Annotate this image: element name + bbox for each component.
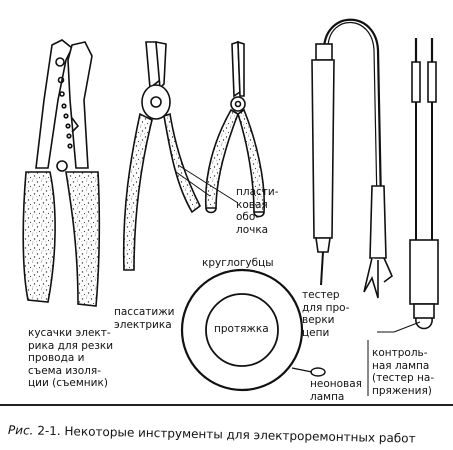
test-lamp — [410, 38, 438, 329]
label-neon-lamp: неоновая лампа — [310, 378, 362, 403]
wire-stripper-left-grip — [23, 172, 55, 302]
caption-prefix: Рис. — [7, 423, 34, 438]
wire-stripper-tool — [23, 40, 99, 306]
label-circuit-tester: тестер для про- верки цепи — [302, 289, 350, 339]
caption-text: 2-1. Некоторые инструменты для электроремонтных работ — [37, 423, 416, 446]
label-test-lamp: контроль- ная лампа (тестер на- пряжения) — [372, 347, 435, 397]
label-fish-tape: протяжка — [214, 323, 269, 335]
label-lineman-pliers: пассатижи электрика — [114, 306, 175, 331]
lineman-pliers-left-handle — [124, 114, 152, 270]
lineman-pliers — [124, 42, 200, 270]
wire-stripper-right-grip — [66, 172, 99, 306]
circuit-tester — [312, 20, 392, 298]
lineman-pliers-right-handle — [164, 114, 200, 212]
caption-separator — [0, 404, 453, 406]
label-plastic-sleeve: пласти- ковая обо- лочка — [236, 186, 279, 236]
label-wire-cutters: кусачки элект- рика для резки провода и съема изоля- ции (съемник) — [28, 327, 114, 389]
label-round-nose-pliers: круглогубцы — [202, 257, 274, 269]
